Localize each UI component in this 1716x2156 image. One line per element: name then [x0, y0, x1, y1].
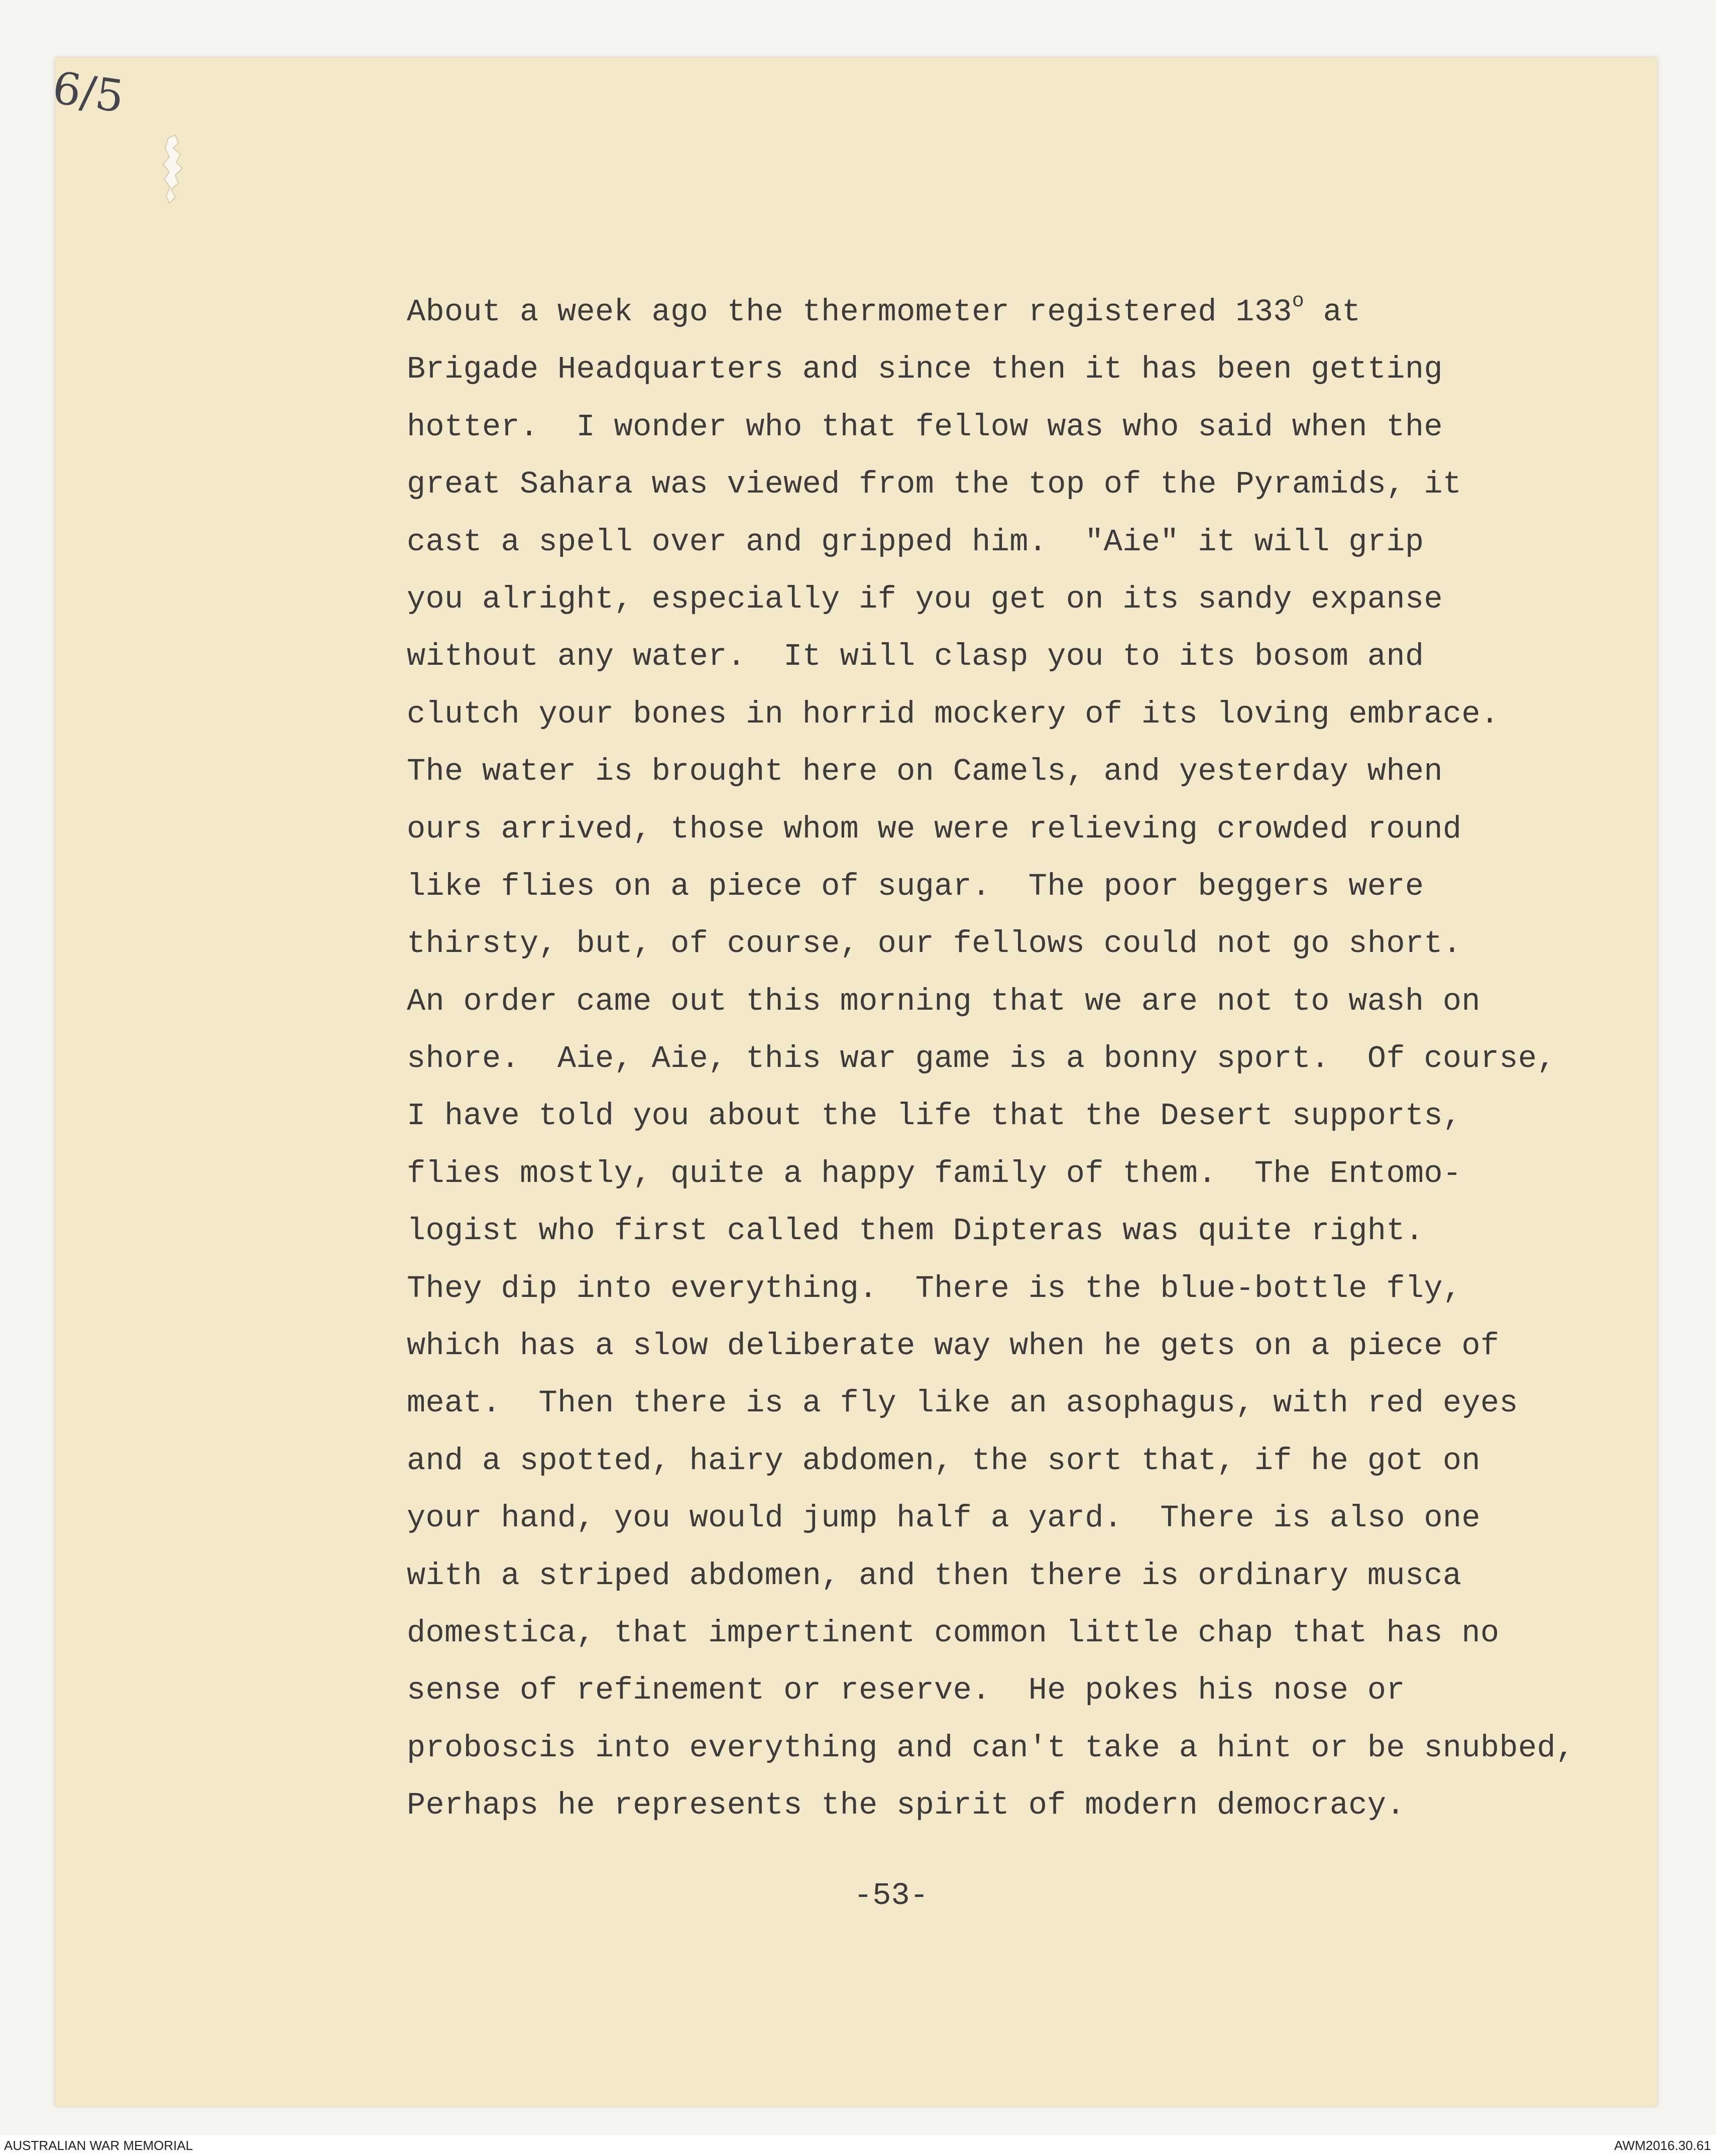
- text-line-content: Brigade Headquarters and since then it has been getting: [407, 351, 1443, 388]
- text-line-content: clutch your bones in horrid mockery of its loving embrace.: [407, 696, 1500, 732]
- text-line: [407, 514, 1692, 571]
- text-line-content: sense of refinement or reserve. He pokes his nose or: [407, 1672, 1405, 1709]
- torn-punch-hole-icon: [158, 133, 188, 208]
- text-line: [407, 399, 1692, 456]
- text-line: [407, 1777, 1692, 1834]
- text-line: [407, 1605, 1692, 1662]
- text-line: [407, 743, 1692, 800]
- text-line-content: without any water. It will clasp you to its bosom and: [407, 639, 1424, 675]
- text-line-content: meat. Then there is a fly like an asophagus, with red eyes: [407, 1385, 1518, 1421]
- text-line: [407, 858, 1692, 915]
- text-line-tail: at: [1304, 294, 1361, 330]
- text-line-content: About a week ago the thermometer registered 133: [407, 294, 1292, 330]
- text-line-content: Perhaps he represents the spirit of modern democracy.: [407, 1787, 1405, 1824]
- text-line: [407, 973, 1692, 1030]
- text-line: [407, 1547, 1692, 1605]
- text-line: [407, 1203, 1692, 1260]
- text-line: [407, 1662, 1692, 1719]
- text-line: [407, 284, 1692, 341]
- text-line-content: which has a slow deliberate way when he gets on a piece of: [407, 1328, 1500, 1364]
- text-line-content: flies mostly, quite a happy family of them. The Entomo-: [407, 1155, 1462, 1191]
- text-line: [407, 686, 1692, 743]
- text-line: [407, 1432, 1692, 1490]
- text-line-content: hotter. I wonder who that fellow was who said when the: [407, 409, 1443, 445]
- text-line: [407, 1317, 1692, 1375]
- text-line: [407, 1490, 1692, 1547]
- text-line: [407, 1030, 1692, 1088]
- text-line-content: cast a spell over and gripped him. "Aie" it will grip: [407, 524, 1424, 560]
- text-line-content: with a striped abdomen, and then there is ordinary musca: [407, 1558, 1462, 1594]
- text-line-content: your hand, you would jump half a yard. There is also one: [407, 1500, 1480, 1536]
- text-line-content: They dip into everything. There is the blue-bottle fly,: [407, 1270, 1462, 1306]
- text-line-content: ours arrived, those whom we were relieving crowded round: [407, 811, 1462, 847]
- archive-name: AUSTRALIAN WAR MEMORIAL: [4, 2138, 193, 2153]
- text-line: [407, 1088, 1692, 1145]
- archive-reference: AWM2016.30.61: [1614, 2138, 1711, 2153]
- text-line: [407, 628, 1692, 685]
- text-line: [407, 341, 1692, 398]
- handwritten-margin-note: 6/5: [49, 61, 128, 123]
- text-line: [407, 1720, 1692, 1777]
- text-line-content: thirsty, but, of course, our fellows could not go short.: [407, 926, 1462, 962]
- archive-footer: [0, 2135, 1716, 2156]
- text-line: [407, 1145, 1692, 1203]
- text-line-content: you alright, especially if you get on its sandy expanse: [407, 581, 1443, 617]
- text-line: [407, 1375, 1692, 1432]
- text-line-content: I have told you about the life that the Desert supports,: [407, 1098, 1462, 1134]
- text-line-content: great Sahara was viewed from the top of the Pyramids, it: [407, 466, 1462, 503]
- text-line-content: and a spotted, hairy abdomen, the sort that, if he got on: [407, 1443, 1480, 1479]
- text-line: [407, 915, 1692, 973]
- text-line: [407, 801, 1692, 858]
- text-line-content: domestica, that impertinent common little chap that has no: [407, 1615, 1500, 1651]
- letter-body-text: [407, 284, 1692, 1835]
- text-line-content: An order came out this morning that we are not to wash on: [407, 983, 1480, 1019]
- text-line: [407, 571, 1692, 628]
- text-line: [407, 456, 1692, 513]
- page-number: -53-: [854, 1878, 929, 1913]
- text-line-content: logist who first called them Dipteras was quite right.: [407, 1213, 1424, 1249]
- degree-superscript: o: [1292, 290, 1305, 313]
- text-line-content: The water is brought here on Camels, and yesterday when: [407, 754, 1443, 790]
- text-line-content: proboscis into everything and can't take a hint or be snubbed,: [407, 1730, 1575, 1766]
- text-line: [407, 1260, 1692, 1317]
- text-line-content: shore. Aie, Aie, this war game is a bonny sport. Of course,: [407, 1041, 1556, 1077]
- text-line-content: like flies on a piece of sugar. The poor beggers were: [407, 868, 1424, 904]
